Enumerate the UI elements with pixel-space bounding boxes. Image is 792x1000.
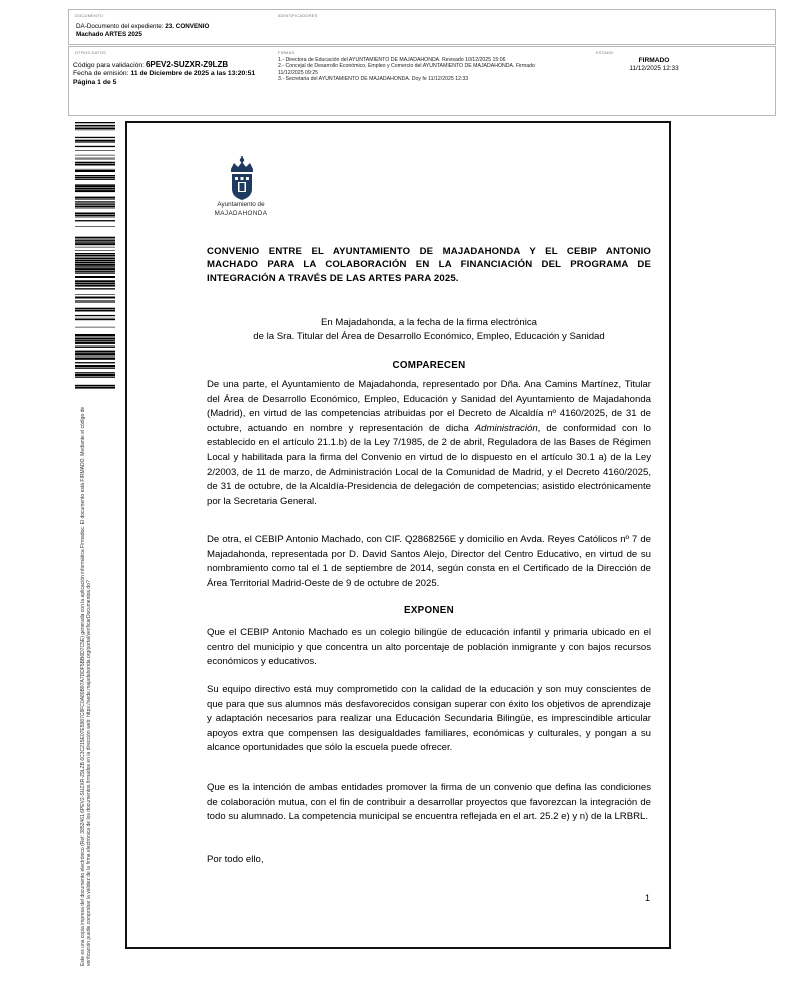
barcode-bar [75, 146, 115, 147]
documento-line2: Machado ARTES 2025 [76, 31, 142, 38]
barcode-bar [75, 204, 115, 205]
exponen-paragraph-1: Que el CEBIP Antonio Machado es un colegio bilingüe de educación infantil y primaria ubicado en el centro del municipio y que concentra un alto porcentaje de población inmigrante y con bajos recursos económicos y educativos. [207, 627, 651, 668]
barcode-bar [75, 190, 115, 192]
side-text-line2: verificación puede comprobar la validez de la firma electrónica de los documentos firmados en la dirección web: https://sede.majadahonda.org/portal/verificarDocumentos.do? [86, 580, 93, 966]
exponen-paragraph-3: Que es la intención de ambas entidades promover la firma de un convenio que defina las condiciones de colaboración mutua, con el fin de contribuir a desarrollar proyectos que favorezcan la integración de todo su alumnado. La competencia municipal se encuentra reflejada en el art. 25.2 e) y n) de la LRBRL. [207, 782, 651, 823]
barcode-bar [75, 253, 115, 254]
document-header-box [68, 9, 776, 45]
verification-side-text [80, 266, 92, 966]
barcode-bar [75, 217, 115, 218]
barcode-bar [75, 155, 115, 156]
comparecen-heading: COMPARECEN [392, 360, 466, 371]
barcode-bar [75, 201, 115, 202]
barcode-bar [75, 213, 115, 215]
codigo-value: 6PEV2-SUZXR-Z9LZB [145, 60, 229, 69]
barcode-bar [75, 142, 115, 143]
firma-line: 1.- Directora de Educación del AYUNTAMIENTO DE MAJADAHONDA. Revisado 10/12/2025 15:06 [278, 57, 506, 63]
barcode-bar [75, 199, 115, 200]
barcode-bar [75, 164, 115, 166]
title-line3: INTEGRACIÓN A TRAVÉS DE LAS ARTES PARA 2025. [207, 272, 459, 284]
otros-datos-label: OTROS DATOS [75, 50, 106, 55]
place-line2: de la Sra. Titular del Área de Desarrollo Económico, Empleo, Educación y Sanidad [253, 331, 605, 342]
document-title [207, 245, 651, 285]
barcode-bar [75, 158, 115, 159]
title-line2: MACHADO PARA LA COLABORACIÓN EN LA FINANCIACIÓN DEL PROGRAMA DE [207, 259, 651, 271]
firmas-list [278, 57, 578, 83]
barcode-bar [75, 169, 115, 170]
barcode-bar [75, 159, 115, 160]
documento-title [76, 23, 209, 39]
barcode-bar [75, 179, 115, 180]
barcode-bar [75, 137, 115, 138]
barcode-bar [75, 239, 115, 240]
barcode-bar [75, 197, 115, 199]
barcode-bar [75, 140, 115, 142]
place-line1: En Majadahonda, a la fecha de la firma electrónica [321, 317, 537, 328]
barcode-bar [75, 162, 115, 163]
codigo-label: Código para validación: [73, 62, 146, 69]
identificadores-label: IDENTIFICADORES [278, 13, 318, 18]
comparecen-p1-a: De una parte, el Ayuntamiento de Majadahonda, representado por Dña. Ana Camins Martínez, Titular del Área de Desarrollo Económico, Empleo, Educación y Sanidad del Ayuntamiento de Majadahonda (Madrid), en virtud de las competencias atribuidas por el Decreto de Alcaldía nº 4160/2025, de 31 de octubre, actuando en nombre y representación de dicha [207, 379, 651, 434]
logo-line1: Ayuntamiento de [217, 201, 265, 208]
barcode-bar [75, 125, 115, 126]
barcode-bar [75, 128, 115, 129]
barcode-bar [75, 255, 115, 256]
side-text-line1: Este es una copia impresa del documento electrónico (Ref: 3852461 6PEV2-SUZXR-Z9LZB 6C3C215E07E5987C8FC0A89B97A7DDF5BB6D7C5E) generada con la aplicación informática Firmadoc. El documento está FIRMADO. Mediante el código de [80, 406, 86, 966]
barcode-bar [75, 122, 115, 123]
pagina: Página 1 de 5 [73, 78, 117, 86]
barcode-bar [75, 177, 115, 178]
documento-line1: DA-Documento del expediente: [76, 23, 166, 30]
barcode-bar [75, 150, 115, 151]
validation-header-box [68, 46, 776, 116]
exponen-heading: EXPONEN [403, 605, 454, 616]
barcode-bar [75, 175, 115, 176]
barcode-bar [75, 208, 115, 209]
firma-line: 11/12/2025 09:25 [278, 69, 318, 76]
barcode-bar [75, 130, 115, 131]
comparecen-p1-b: , de conformidad con lo establecido en el artículo 21.1.b) de la Ley 7/1985, de 2 de abril, Reguladora de las Bases de Régimen Local y habilitada para la firma del Convenio en virtud de lo dispuesto en el artículo 30.1 a) de la Ley 2/2003, de 11 de marzo, de Administración Local de la Comunidad de Madrid, y el Decreto 4160/2025, de 31 de octubre, de la Alcaldía-Presidencia de delegación de competencias; asistido electrónicamente por la Secretaria General. [207, 422, 651, 507]
barcode-bar [75, 206, 115, 207]
barcode-bar [75, 260, 115, 262]
barcode-bar [75, 220, 115, 221]
exponen-paragraph-4: Por todo ello, [207, 854, 264, 865]
firma-line: 2.- Concejal de Desarrollo Económico, Empleo y Comercio del AYUNTAMIENTO DE MAJADAHONDA. Firmado [278, 63, 535, 70]
firmas-label: FIRMAS [278, 50, 295, 55]
barcode-bar [75, 184, 115, 185]
barcode-bar [75, 226, 115, 227]
comparecen-p1-italic: Administración [474, 422, 538, 434]
barcode-bar [75, 258, 115, 259]
estado-label: ESTADO [596, 50, 614, 55]
barcode-bar [75, 240, 115, 241]
barcode-bar [75, 262, 115, 263]
exponen-paragraph-2: Su equipo directivo está muy comprometido con la calidad de la educación y son muy conscientes de que para que sus alumnos más desfavorecidos consigan superar con éxito los objetivos de aprendizaje y adaptación necesarios para realizar una Educación Secundaria Bilingüe, es imprescindible articular apoyos extra que compensen las desigualdades familiares, económicas y culturales, y pongan a su alcance oportunidades que sólo la escuela puede ofrecer. [207, 684, 651, 754]
barcode-bar [75, 237, 115, 238]
estado-block [609, 57, 699, 73]
comparecen-paragraph-1 [207, 378, 651, 509]
validation-info [73, 61, 255, 87]
title-line1: CONVENIO ENTRE EL AYUNTAMIENTO DE MAJADAHONDA Y EL CEBIP ANTONIO [207, 246, 651, 257]
barcode-bar [75, 243, 115, 245]
barcode-bar [75, 127, 115, 128]
barcode-bar [75, 257, 115, 258]
fecha-value: 11 de Diciembre de 2025 a las 13:20:51 [130, 70, 256, 78]
barcode-bar [75, 241, 115, 242]
barcode-bar [75, 185, 115, 187]
barcode-bar [75, 250, 115, 251]
barcode-bar [75, 170, 115, 172]
documento-label: DOCUMENTO [75, 13, 103, 18]
documento-line1-bold: 23. CONVENIO [165, 23, 210, 30]
firma-line: 3.- Secretaria del AYUNTAMIENTO DE MAJADAHONDA. Doy fe 11/12/2025 12:33 [278, 76, 469, 83]
barcode-bar [75, 188, 115, 190]
comparecen-paragraph-2: De otra, el CEBIP Antonio Machado, con CIF. Q2868256E y domicilio en Avda. Reyes Católicos nº 7 de Majadahonda, representada por D. David Santos Alejo, Director del Centro Educativo, en virtud de su nombramiento como tal el 1 de septiembre de 2014, según consta en el Certificado de la Dirección de Área Territorial Madrid-Oeste de 9 de octubre de 2025. [207, 534, 651, 589]
barcode-bar [75, 203, 115, 204]
fecha-label: Fecha de emisión: [73, 70, 131, 78]
estado-date: 11/12/2025 12:33 [629, 65, 679, 72]
estado-value: FIRMADO [638, 57, 670, 64]
barcode-bar [75, 215, 115, 216]
barcode-bar [75, 247, 115, 248]
logo-line2: MAJADAHONDA [214, 210, 268, 217]
page-number: 1 [645, 893, 651, 903]
